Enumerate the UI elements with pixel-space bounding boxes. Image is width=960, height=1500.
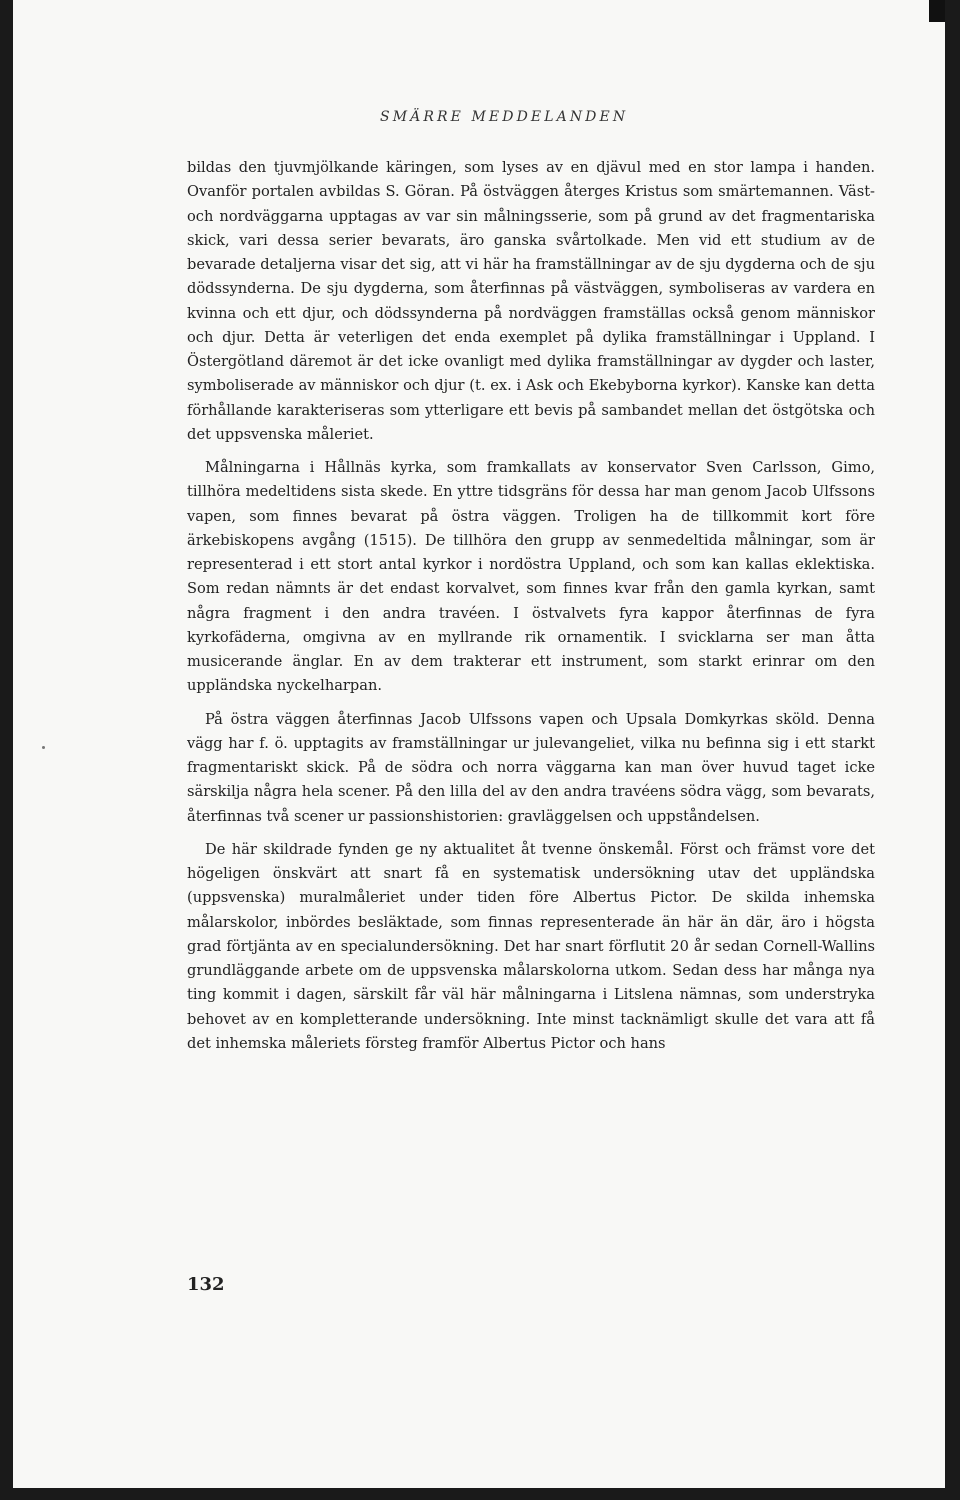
paragraph-3: På östra väggen återfinnas Jacob Ulfssons vapen och Upsala Domkyrkas sköld. Denna vägg har f. ö. upptagits av framställningar ur julevangeliet, vilka nu befinna sig i ett starkt fragmentariskt skick. På de södra och norra väggarna kan man över huvud taget icke särskilja några hela scener. På den lilla del av den andra travéens södra vägg, som bevarats, återfinnas två scener ur passionshistorien: gravläggelsen och uppståndelsen. — [187, 710, 875, 825]
margin-speck — [42, 746, 45, 749]
body-text — [187, 156, 875, 1057]
paragraph-2: Målningarna i Hållnäs kyrka, som framkallats av konservator Sven Carlsson, Gimo, tillhöra medeltidens sista skede. En yttre tidsgräns för dessa har man genom Jacob Ulfssons vapen, som finnes bevarat på östra väggen. Troligen ha de tillkommit kort före ärkebiskopens avgång (1515). De tillhöra den grupp av senmedeltida målningar, som är representerad i ett stort antal kyrkor i nordöstra Uppland, och som kan kallas eklektiska. Som redan nämnts är det endast korvalvet, som finnes kvar från den gamla kyrkan, samt några fragment i den andra travéen. I östvalvets fyra kappor återfinnas de fyra kyrkofäderna, omgivna av en myllrande rik ornamentik. I svicklarna ser man åtta musicerande änglar. En av dem trakterar ett instrument, som starkt erinrar om den uppländska nyckelharpan. — [187, 459, 875, 695]
scan-corner-shadow — [929, 0, 945, 22]
paragraph-1: bildas den tjuvmjölkande käringen, som lyses av en djävul med en stor lampa i handen. Ovanför portalen avbildas S. Göran. På östväggen återges Kristus som smärtemannen. Väst- och nordväggarna upptagas av var sin målningsserie, som på grund av det fragmentariska skick, vari dessa serier bevarats, äro ganska svårtolkade. Men vid ett studium av de bevarade detaljerna visar det sig, att vi här ha framställningar av de sju dygderna och de sju dödssynderna. De sju dygderna, som återfinnas på västväggen, symboliseras av vardera en kvinna och ett djur, och dödssynderna på nordväggen framställas också genom människor och djur. Detta är veterligen det enda exemplet på dylika framställningar i Uppland. I Östergötland däremot är det icke ovanligt med dylika framställningar av dygder och laster, symboliserade av människor och djur (t. ex. i Ask och Ekebyborna kyrkor). Kanske kan detta förhållande karakteriseras som ytterligare ett bevis på sambandet mellan det östgötska och det uppsvenska måleriet. — [187, 159, 875, 443]
running-head: SMÄRRE MEDDELANDEN — [380, 109, 629, 125]
page-number: 132 — [187, 1274, 225, 1295]
paragraph-4: De här skildrade fynden ge ny aktualitet åt tvenne önskemål. Först och främst vore det högeligen önskvärt att snart få en systematisk undersökning utav det uppländska (uppsvenska) muralmåleriet under tiden före Albertus Pictor. De skilda inhemska målarskolor, inbördes besläktade, som finnas representerade än här än där, äro i högsta grad förtjänta av en specialundersökning. Det har snart förflutit 20 år sedan Cornell-Wallins grundläggande arbete om de uppsvenska målarskolorna utkom. Sedan dess har många nya ting kommit i dagen, särskilt får väl här målningarna i Litslena nämnas, som understryka behovet av en kompletterande undersökning. Inte minst tacknämligt skulle det vara att få det inhemska måleriets försteg framför Albertus Pictor och hans — [187, 840, 875, 1052]
